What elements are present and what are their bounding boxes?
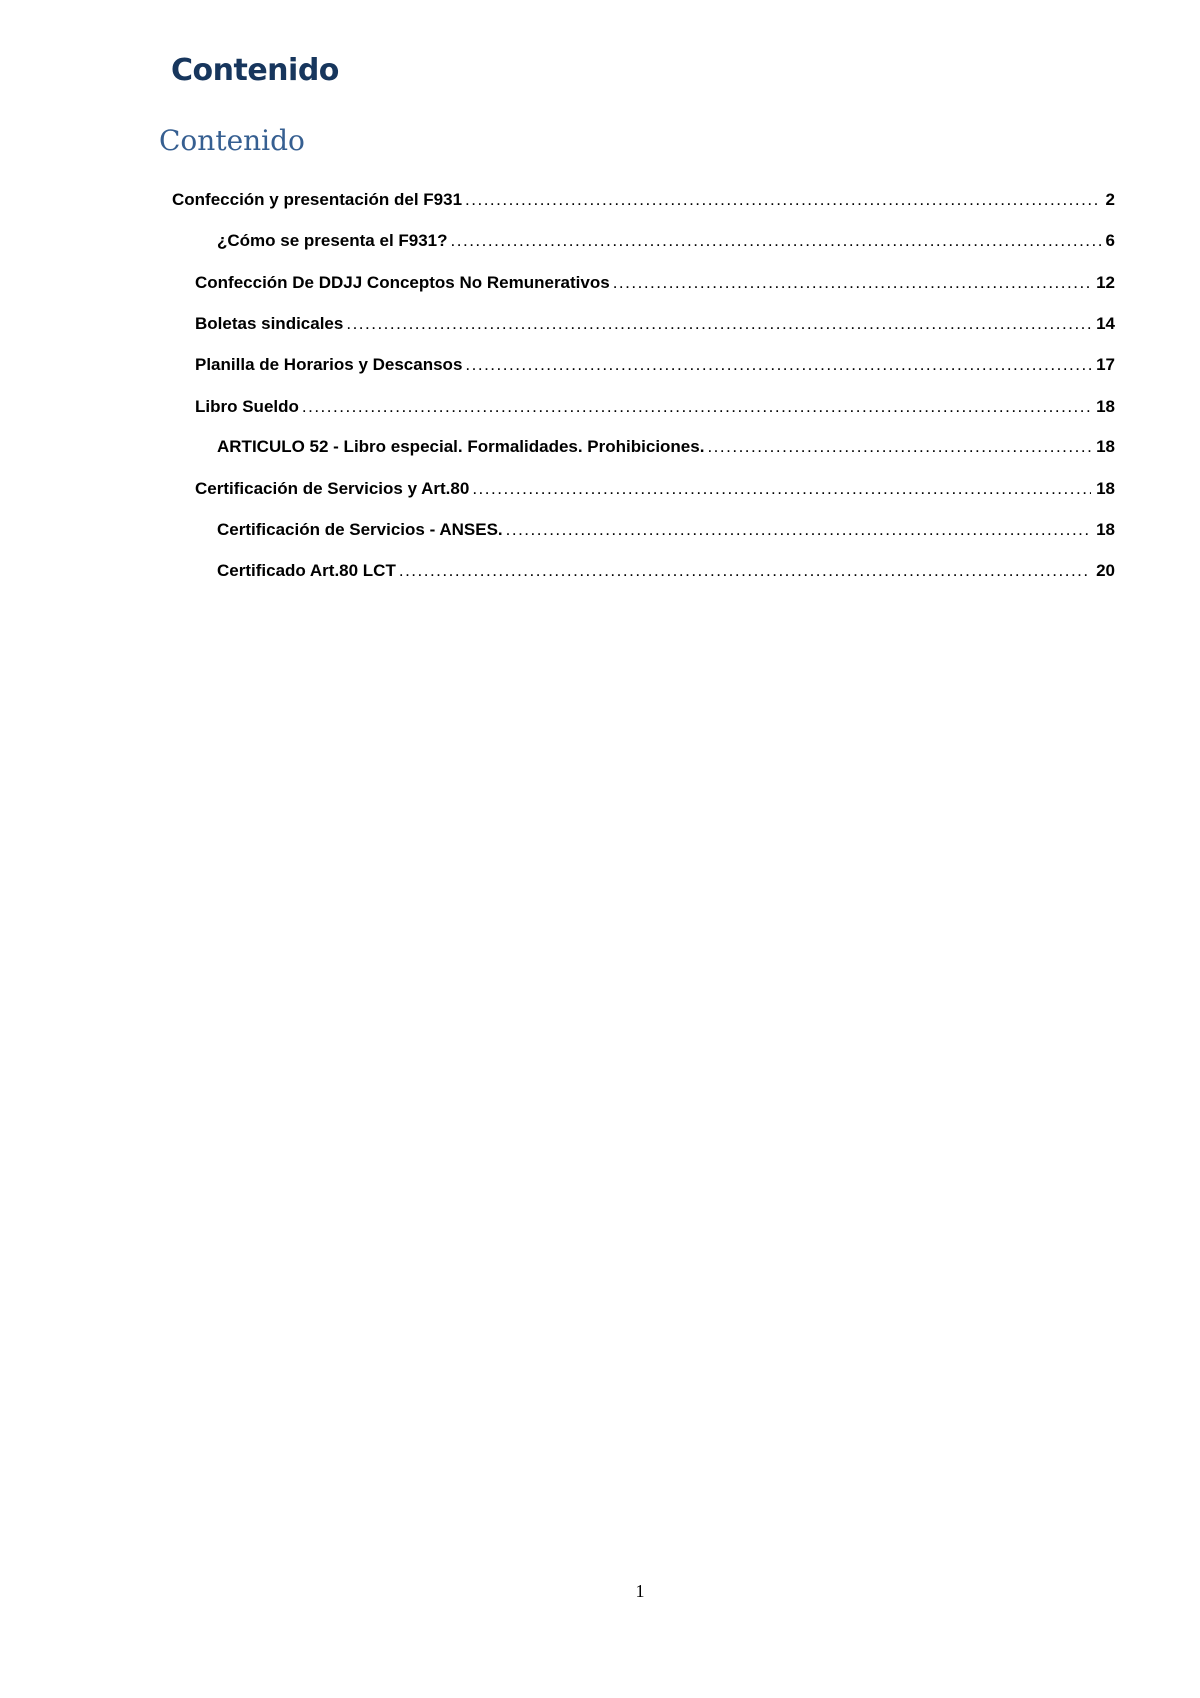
toc-dot-leader (707, 435, 1091, 459)
toc-dot-leader (346, 312, 1091, 336)
toc-entry-page: 12 (1091, 271, 1115, 295)
toc-entry-page: 18 (1091, 395, 1115, 419)
toc-entry-page: 18 (1091, 435, 1115, 459)
toc-entry-title: Libro Sueldo (195, 395, 302, 419)
toc-entry-title: Certificación de Servicios - ANSES. (217, 518, 506, 542)
toc-entry-title: Planilla de Horarios y Descansos (195, 353, 465, 377)
toc-entry[interactable] (195, 395, 1115, 419)
toc-entry[interactable] (195, 312, 1115, 336)
toc-entry-page: 18 (1091, 518, 1115, 542)
toc-dot-leader (451, 229, 1101, 253)
toc-dot-leader (399, 559, 1091, 583)
toc-entry-title: Certificado Art.80 LCT (217, 559, 399, 583)
toc-entry[interactable] (217, 229, 1115, 253)
toc-entry[interactable] (217, 518, 1115, 542)
toc-entry-title: ¿Cómo se presenta el F931? (217, 229, 451, 253)
toc-entry[interactable] (195, 477, 1115, 501)
toc-entry-page: 20 (1091, 559, 1115, 583)
toc-entry-title: Boletas sindicales (195, 312, 346, 336)
toc-dot-leader (465, 353, 1091, 377)
toc-dot-leader (465, 188, 1101, 212)
toc-subheading: Contenido (159, 124, 305, 157)
toc-entry-title: Certificación de Servicios y Art.80 (195, 477, 472, 501)
toc-entry[interactable] (172, 188, 1115, 212)
toc-entry-title: Confección y presentación del F931 (172, 188, 465, 212)
toc-heading: Contenido (171, 53, 339, 88)
toc-entry-title: Confección De DDJJ Conceptos No Remunerativos (195, 271, 613, 295)
toc-entry-page: 14 (1091, 312, 1115, 336)
toc-entry-page: 6 (1101, 229, 1115, 253)
toc-entry-page: 17 (1091, 353, 1115, 377)
toc-entry[interactable] (195, 353, 1115, 377)
toc-entry-page: 2 (1101, 188, 1115, 212)
page-number: 1 (635, 1581, 645, 1601)
toc-dot-leader (506, 518, 1091, 542)
toc-dot-leader (302, 395, 1091, 419)
toc-entry[interactable] (195, 271, 1115, 295)
toc-entry-title: ARTICULO 52 - Libro especial. Formalidades. Prohibiciones. (217, 435, 707, 459)
toc-entry-page: 18 (1091, 477, 1115, 501)
toc-entry[interactable] (217, 435, 1115, 459)
toc-dot-leader (472, 477, 1091, 501)
toc-entry[interactable] (217, 559, 1115, 583)
toc-dot-leader (613, 271, 1091, 295)
